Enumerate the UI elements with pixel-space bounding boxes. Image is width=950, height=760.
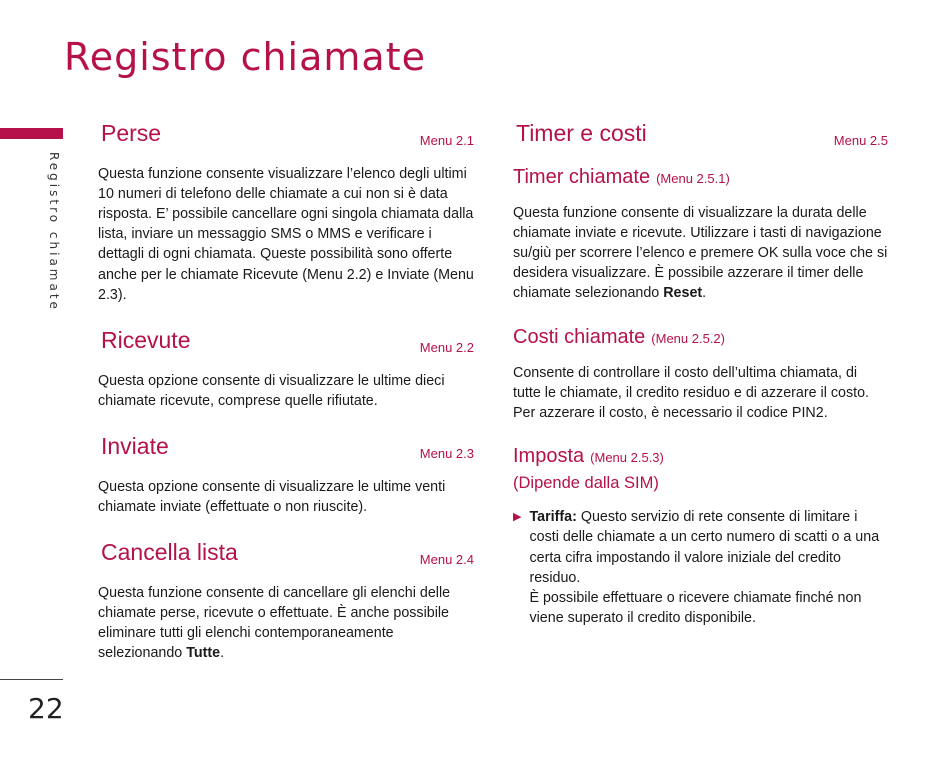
subsection-imposta bbox=[513, 445, 888, 628]
text-body: Questo servizio di rete consente di limitare i costi delle chiamate a un certo numero di scatti o a una certa cifra impostando il valore iniziale del credito residuo. bbox=[529, 509, 880, 586]
section-cancella-lista bbox=[98, 539, 474, 663]
section-header bbox=[98, 433, 474, 461]
menu-reference: Menu 2.5 bbox=[833, 132, 888, 148]
right-column bbox=[513, 120, 888, 650]
bullet-label: Tariffa: bbox=[529, 509, 577, 526]
section-text: Questa funzione consente visualizzare l’elenco degli ultimi 10 numeri di telefono delle chiamate a cui non si è data risposta. E’ possibile cancellare ogni singola chiamata dalla lista, inviare un messaggio SMS o MMS e verificare i dettagli di ogni chiamata. Queste possibilità sono offerte anche per le chiamate Ricevute (Menu 2.2) e Inviate (Menu 2.3). bbox=[98, 165, 474, 303]
section-title: Cancella lista bbox=[101, 539, 238, 566]
subsection-costi-chiamate bbox=[513, 326, 888, 424]
bullet-item-tariffa bbox=[513, 507, 888, 628]
section-ricevute bbox=[98, 327, 474, 411]
section-header bbox=[98, 539, 474, 567]
subsection-header bbox=[513, 326, 888, 349]
section-inviate bbox=[98, 433, 474, 517]
subsection-text: Consente di controllare il costo dell’ultima chiamata, di tutte le chiamate, il credito residuo e di azzerare il costo. Per azzerare il costo, è necessario il codice PIN2. bbox=[513, 364, 870, 422]
text-end: . bbox=[220, 645, 225, 662]
section-title: Inviate bbox=[101, 433, 169, 460]
sim-note: (Dipende dalla SIM) bbox=[513, 474, 659, 493]
text-body: Questa funzione consente di cancellare gli elenchi delle chiamate perse, ricevute o effettuate. È anche possibile eliminare tutti gli elenchi contemporaneamente selezionando bbox=[98, 584, 451, 662]
menu-reference: (Menu 2.5.2) bbox=[651, 330, 725, 346]
subsection-title: Imposta bbox=[513, 445, 585, 468]
menu-reference: (Menu 2.5.1) bbox=[656, 170, 730, 186]
menu-reference: (Menu 2.5.3) bbox=[590, 450, 664, 466]
subsection-title: Timer chiamate bbox=[513, 165, 651, 188]
page-number: 22 bbox=[28, 692, 64, 725]
bullet-text bbox=[529, 507, 888, 588]
bullet-text-continued: È possibile effettuare o ricevere chiamate finché non viene superato il credito disponibile. bbox=[529, 590, 862, 627]
side-accent-bar bbox=[0, 128, 63, 139]
section-text bbox=[98, 583, 474, 664]
menu-reference: Menu 2.4 bbox=[419, 551, 474, 567]
option-name: Tutte bbox=[186, 645, 221, 662]
section-header bbox=[513, 120, 888, 148]
left-column bbox=[98, 120, 474, 685]
triangle-bullet-icon: ▶ bbox=[513, 511, 522, 524]
page-title: Registro chiamate bbox=[64, 35, 426, 79]
section-title: Perse bbox=[101, 120, 162, 146]
section-text: Questa opzione consente di visualizzare le ultime venti chiamate inviate (effettuate o non riuscite). bbox=[98, 478, 446, 515]
subsection-title: Costi chiamate bbox=[513, 325, 646, 348]
section-perse bbox=[98, 120, 474, 305]
text-body: Questa funzione consente di visualizzare la durata delle chiamate inviate e ricevute. Utilizzare i tasti di navigazione su/giù per scorrere l’elenco e premere OK sulla voce che si desidera visualizzare. È possibile azzerare il timer delle chiamate selezionando bbox=[513, 204, 888, 302]
menu-reference: Menu 2.3 bbox=[419, 445, 474, 461]
section-title: Ricevute bbox=[101, 327, 191, 354]
section-header bbox=[98, 120, 474, 148]
subsection-header bbox=[513, 445, 888, 468]
text-end: . bbox=[702, 285, 707, 302]
side-section-label: Registro chiamate bbox=[47, 152, 61, 312]
subsection-timer-chiamate bbox=[513, 166, 888, 304]
subsection-header bbox=[513, 166, 888, 189]
menu-reference: Menu 2.2 bbox=[419, 339, 474, 355]
section-header bbox=[98, 327, 474, 355]
footer-rule bbox=[0, 679, 63, 680]
section-title: Timer e costi bbox=[516, 120, 647, 146]
option-name: Reset bbox=[663, 285, 703, 302]
menu-reference: Menu 2.1 bbox=[419, 132, 474, 148]
section-text: Questa opzione consente di visualizzare le ultime dieci chiamate ricevute, comprese quelle rifiutate. bbox=[98, 372, 445, 409]
subsection-text bbox=[513, 203, 888, 304]
